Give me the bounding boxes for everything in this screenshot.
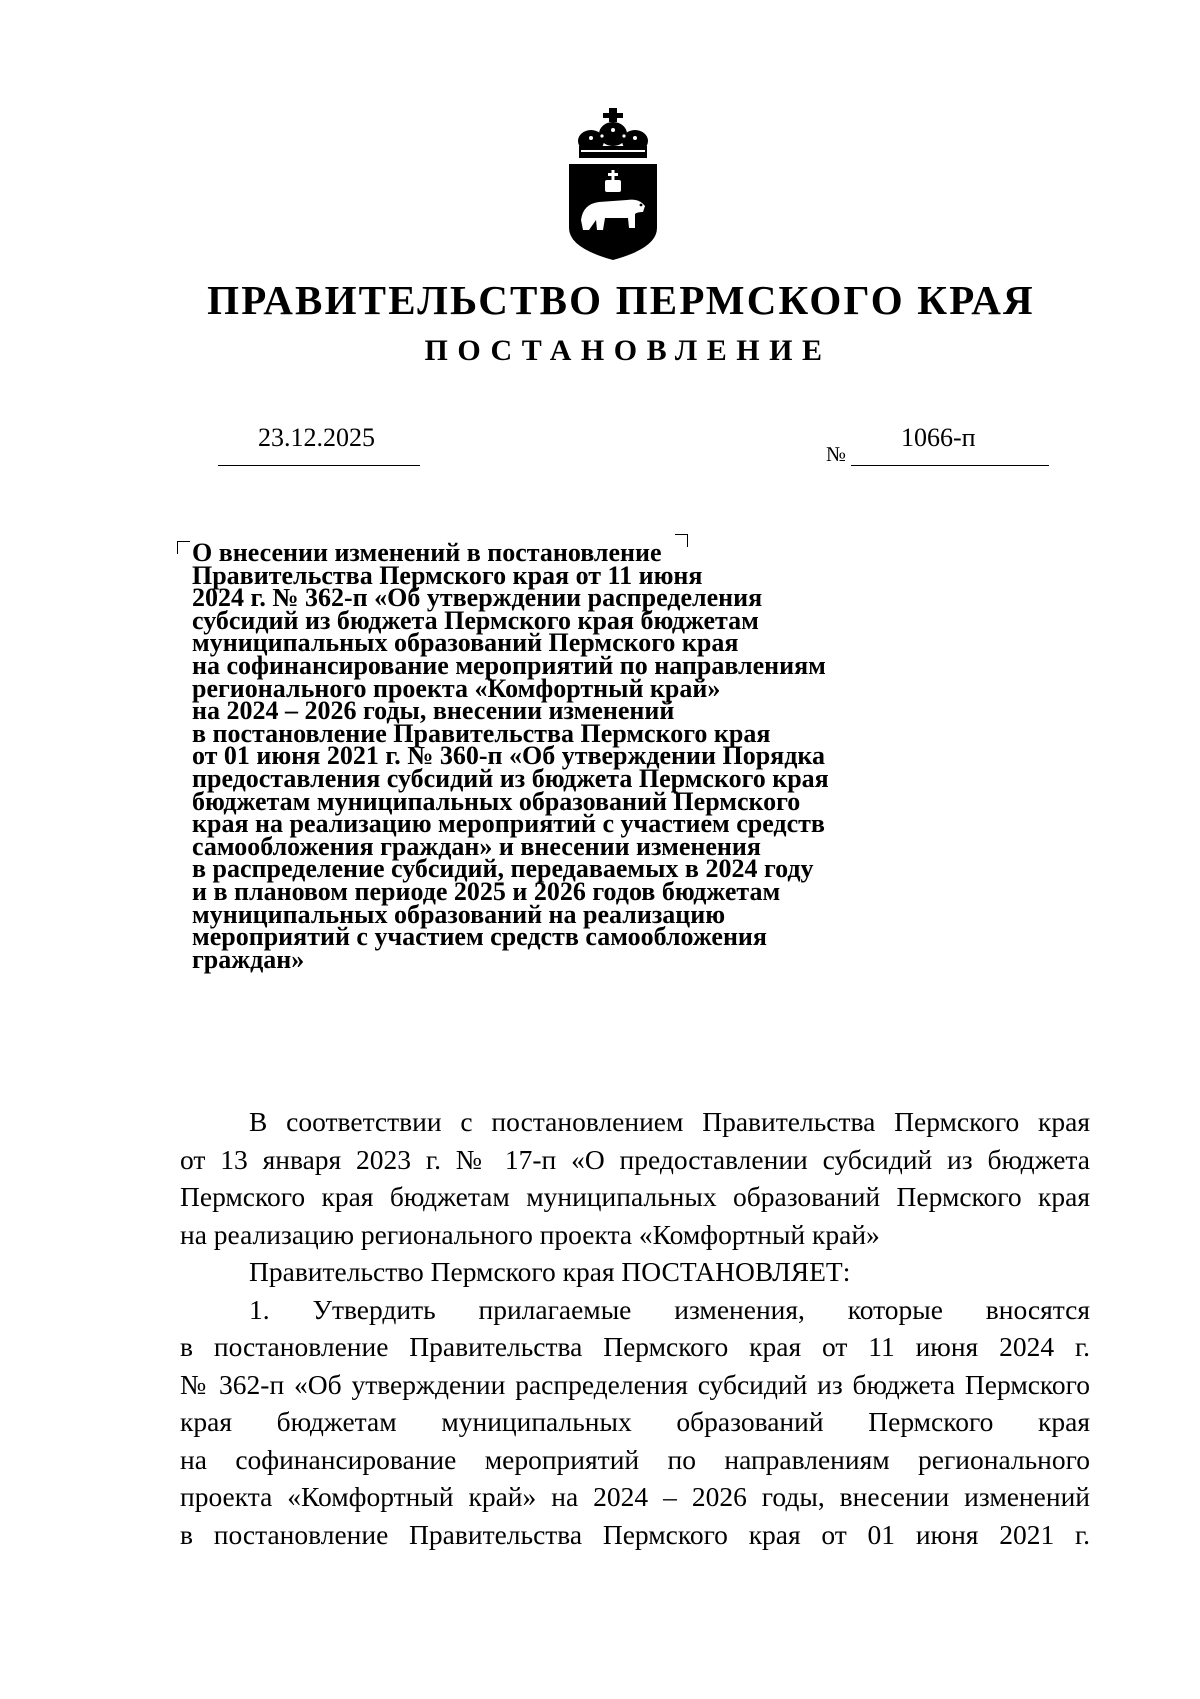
document-body <box>180 1103 1090 1553</box>
title-line: края на реализацию мероприятий с участием средств <box>192 809 825 839</box>
coat-of-arms-emblem <box>565 108 661 260</box>
title-line: муниципальных образований Пермского края <box>192 628 739 658</box>
body-line: проекта «Комфортный край» на 2024 – 2026 годы, внесении изменений <box>180 1481 1090 1512</box>
body-line: на софинансирование мероприятий по направлениям регионального <box>180 1443 1090 1475</box>
body-line: 1. Утвердить прилагаемые изменения, которые вносятся <box>249 1293 1090 1325</box>
title-line: бюджетам муниципальных образований Пермского <box>192 786 801 816</box>
government-title: ПРАВИТЕЛЬСТВО ПЕРМСКОГО КРАЯ <box>207 277 1035 323</box>
document-type: ПОСТАНОВЛЕНИЕ <box>424 334 832 367</box>
title-line: предоставления субсидий из бюджета Пермского края <box>192 763 829 793</box>
body-line: Пермского края бюджетам муниципальных образований Пермского края <box>180 1181 1090 1212</box>
body-line: в постановление Правительства Пермского края от 01 июня 2021 г. <box>180 1518 1090 1550</box>
title-line: Правительства Пермского края от 11 июня <box>192 560 703 590</box>
title-line: субсидий из бюджета Пермского края бюджетам <box>192 605 759 635</box>
title-line: в распределение субсидий, передаваемых в 2024 году <box>192 854 814 884</box>
title-line: самообложения граждан» и внесении изменения <box>192 831 761 861</box>
title-line: и в плановом периоде 2025 и 2026 годов бюджетам <box>192 876 781 906</box>
body-line: от 13 января 2023 г. № 17-п «О предоставлении субсидий из бюджета <box>180 1143 1090 1175</box>
title-line: муниципальных образований на реализацию <box>192 899 726 929</box>
title-line: от 01 июня 2021 г. № 360-п «Об утверждении Порядка <box>192 741 825 771</box>
title-corner-mark-left <box>177 541 190 554</box>
body-line: № 362-п «Об утверждении распределения субсидий из бюджета Пермского <box>180 1368 1090 1400</box>
title-line: 2024 г. № 362-п «Об утверждении распределения <box>192 583 763 613</box>
body-line: на реализацию регионального проекта «Комфортный край» <box>180 1218 880 1250</box>
number-field <box>851 421 1049 466</box>
body-line: Правительство Пермского края ПОСТАНОВЛЯЕТ: <box>249 1256 851 1287</box>
body-line: края бюджетам муниципальных образований Пермского края <box>180 1406 1090 1437</box>
title-line: регионального проекта «Комфортный край» <box>192 673 721 703</box>
body-line: в постановление Правительства Пермского края от 11 июня 2024 г. <box>180 1331 1090 1362</box>
document-title <box>192 538 912 974</box>
title-line: на 2024 – 2026 годы, внесении изменений <box>192 696 675 726</box>
title-line: О внесении изменений в постановление <box>192 538 662 567</box>
body-line: В соответствии с постановлением Правительства Пермского края <box>249 1106 1090 1137</box>
title-line: на софинансирование мероприятий по направлениям <box>192 650 826 680</box>
document-number: 1066-п <box>901 423 976 452</box>
title-line: в постановление Правительства Пермского края <box>192 718 771 748</box>
title-line: мероприятий с участием средств самообложения <box>192 922 767 952</box>
document-date: 23.12.2025 <box>258 423 375 452</box>
title-line: граждан» <box>192 944 305 974</box>
date-field <box>218 421 420 466</box>
number-sign: № <box>826 442 847 466</box>
